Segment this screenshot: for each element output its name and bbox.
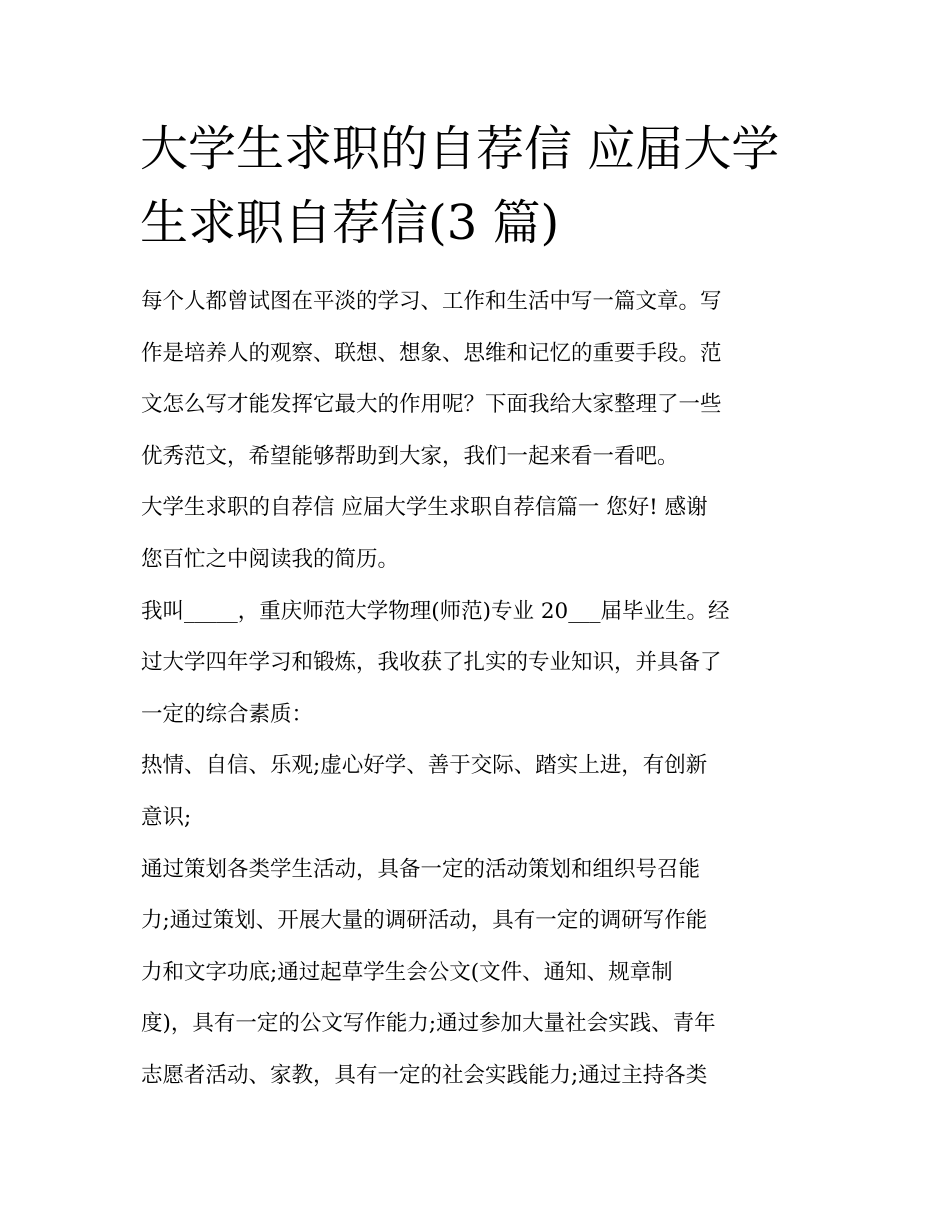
body-line: 过大学四年学习和锻炼，我收获了扎实的专业知识，并具备了	[141, 650, 722, 676]
document-body	[141, 276, 821, 1102]
body-line: 大学生求职的自荐信 应届大学生求职自荐信篇一 您好! 感谢	[141, 495, 708, 521]
body-line: 文怎么写才能发挥它最大的作用呢？下面我给大家整理了一些	[141, 392, 722, 418]
body-line: 优秀范文，希望能够帮助到大家，我们一起来看一看吧。	[141, 443, 679, 469]
document-title	[140, 112, 820, 260]
body-line: 通过策划各类学生活动，具备一定的活动策划和组织号召能	[141, 856, 701, 882]
body-line: 意识;	[141, 804, 192, 830]
body-line: 您百忙之中阅读我的简历。	[141, 546, 400, 572]
title-line: 生求职自荐信(3 篇)	[140, 195, 560, 251]
body-line: 一定的综合素质：	[141, 701, 314, 727]
body-line: 力和文字功底;通过起草学生会公文(文件、通知、规章制	[141, 959, 673, 985]
body-line: 度)，具有一定的公文写作能力;通过参加大量社会实践、青年	[141, 1011, 716, 1037]
body-line: 热情、自信、乐观;虚心好学、善于交际、踏实上进，有创新	[141, 753, 708, 779]
title-line: 大学生求职的自荐信 应届大学	[140, 121, 780, 177]
body-line: 力;通过策划、开展大量的调研活动，具有一定的调研写作能	[141, 908, 708, 934]
body-line: 志愿者活动、家教，具有一定的社会实践能力;通过主持各类	[141, 1062, 708, 1088]
body-line: 我叫_____，重庆师范大学物理(师范)专业 20___届毕业生。经	[141, 598, 730, 624]
body-line: 作是培养人的观察、联想、想象、思维和记忆的重要手段。范	[141, 340, 722, 366]
body-line: 每个人都曾试图在平淡的学习、工作和生活中写一篇文章。写	[141, 289, 722, 314]
